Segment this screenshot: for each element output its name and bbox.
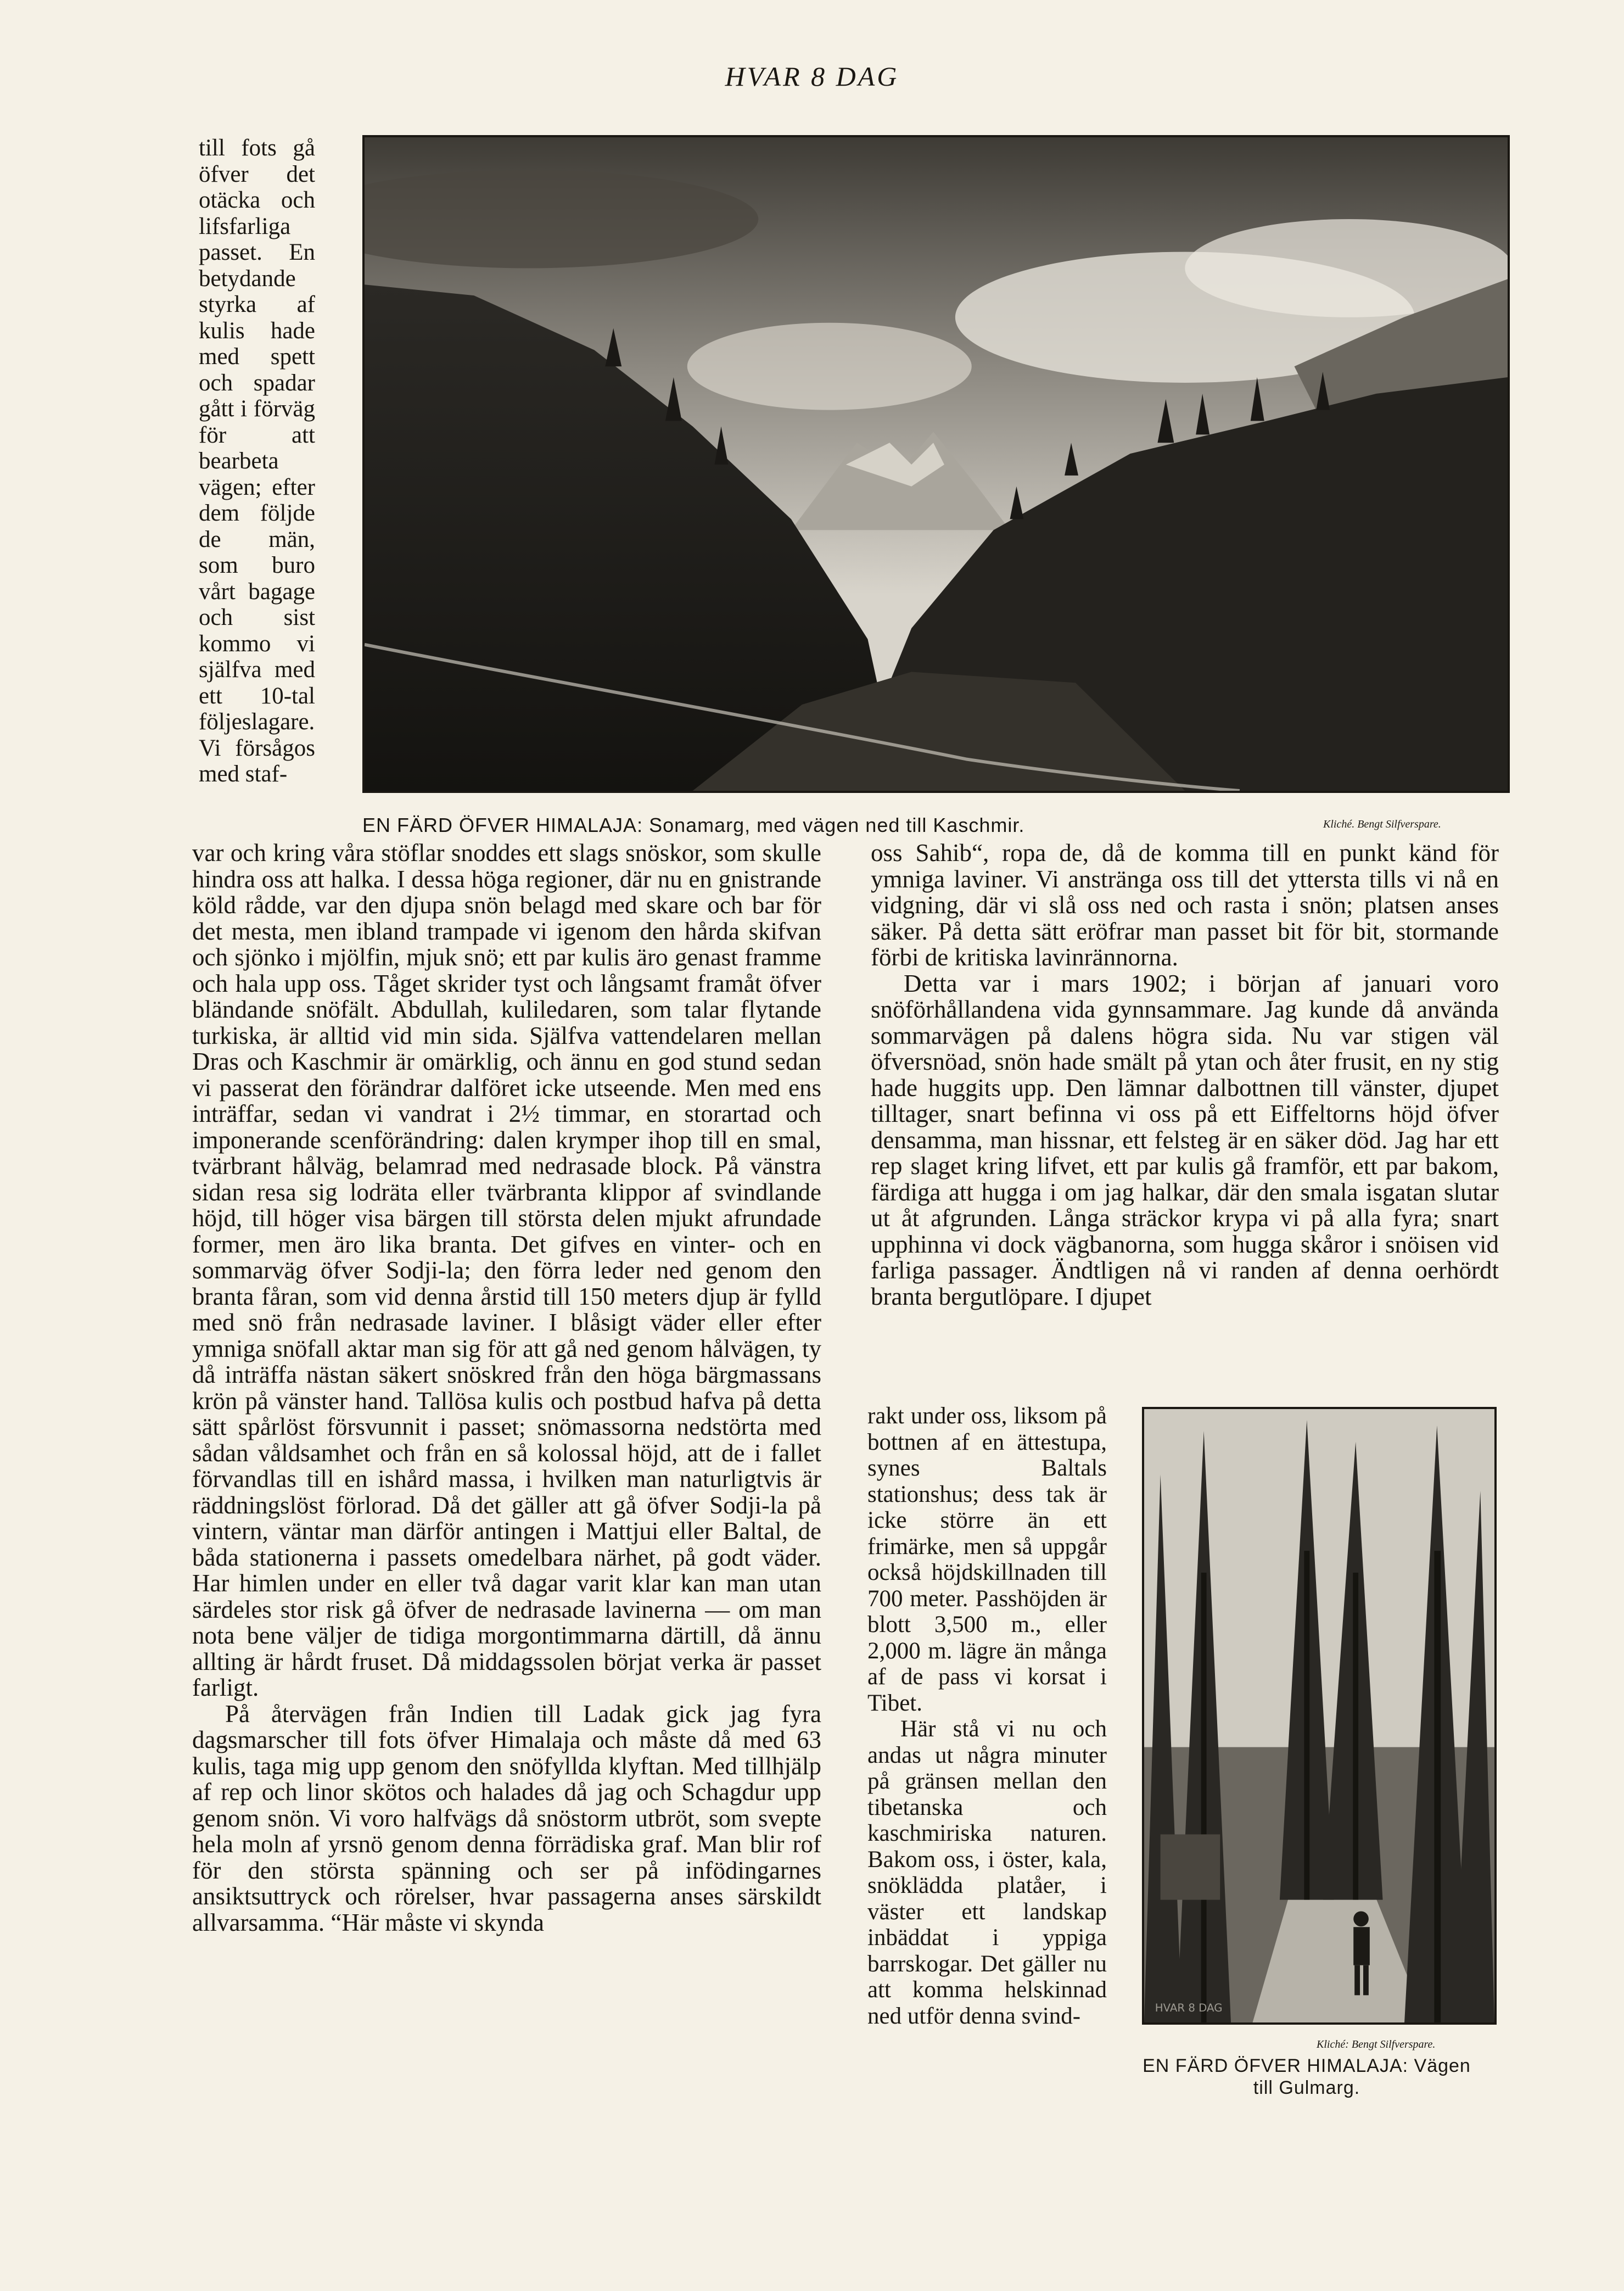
- intro-paragraph: till fots gå öfver det otäcka och lifsfarliga passet. En betydande styrka af kulis hade med spett och spadar gått i förväg för att bearbeta vägen; efter dem följde de män, som buro vårt bagage och sist kommo vi själfva med ett 10-tal följeslagare. Vi försågos med staf-: [199, 135, 315, 787]
- page-header: HVAR 8 DAG: [725, 61, 899, 92]
- right-column: [871, 840, 1499, 1310]
- photo-sonamarg: [362, 135, 1510, 793]
- photo-gulmarg-illustration: [1144, 1409, 1494, 2022]
- right-paragraph-1: oss Sahib“, ropa de, då de komma till en punkt känd för ymniga laviner. Vi anstränga oss till det yttersta tills vi nå en vidgning, där vi slå oss ned och rasta i snön; platsen anses säker. På detta sätt eröfrar man passet bit för bit, stormande förbi de kritiska lavinrännorna.: [871, 839, 1499, 971]
- photo-sonamarg-illustration: [365, 137, 1508, 791]
- left-paragraph-2: På återvägen från Indien till Ladak gick jag fyra dagsmarscher till fots öfver Himalaja och måste då med 63 kulis, taga mig upp genom den snöfyllda klyftan. Med tillhjälp af rep och linor skötos och halades då jag och Schagdur upp genom snön. Vi voro halfvägs då snöstorm utbröt, som svepte hela moln af yrsnö genom denna förrädiska graf. Man blir rof för den största spänning och ser på infödingarnes ansiktsuttryck och rörelser, hvar passagerna anses särskildt allvarsamma. “Här måste vi skynda: [192, 1700, 821, 1936]
- bottom-right-paragraph-1: rakt under oss, liksom på bottnen af en ättestupa, synes Baltals stationshus; dess tak är icke större än ett frimärke, men så uppgår också höjdskillnaden till 700 meter. Passhöjden är blott 3,500 m., eller 2,000 m. lägre än många af de pass vi korsat i Tibet.: [867, 1403, 1107, 1716]
- photo-gulmarg-caption: EN FÄRD ÖFVER HIMALAJA: Vägen till Gulmarg.: [1143, 2055, 1471, 2098]
- photo-gulmarg: [1142, 1407, 1497, 2025]
- photo-gulmarg-watermark: HVAR 8 DAG: [1155, 2002, 1223, 2015]
- photo-sonamarg-caption: EN FÄRD ÖFVER HIMALAJA: Sonamarg, med vägen ned till Kaschmir.: [362, 814, 1025, 836]
- bottom-right-column: [867, 1403, 1107, 2029]
- bottom-right-paragraph-2: Här stå vi nu och andas ut några minuter på gränsen mellan den tibetanska och kaschmiriska naturen. Bakom oss, i öster, kala, snöklädda platåer, i väster ett landskap inbäddat i yppiga barrskogar. Det gäller nu att komma helskinnad ned utför denna svind-: [867, 1716, 1107, 2029]
- right-paragraph-2: Detta var i mars 1902; i början af januari voro snöförhållandena vida gynnsammare. Jag kunde då använda sommarvägen på dalens högra sida. Nu var stigen väl öfversnöad, snön hade smält på ytan och åter frusit, en ny stig hade huggits upp. Den lämnar dalbottnen till vänster, djupet tilltager, snart befinna vi oss på ett Eiffeltorns höjd öfver densamma, man hissnar, ett felsteg är en säker död. Jag har ett rep slaget kring lifvet, ett par kulis gå framför, ett par bakom, färdiga att hugga i om jag halkar, där den smala isgatan slutar ut åt afgrunden. Långa sträckor krypa vi på alla fyra; snart upphinna vi dock vägbanorna, som hugga skåror i snöisen vid farliga passager. Ändtligen nå vi randen af denna oerhördt branta bergutlöpare. I djupet: [871, 969, 1499, 1310]
- left-paragraph-1: var och kring våra stöflar snoddes ett slags snöskor, som skulle hindra oss att halka. I dessa höga regioner, där nu en gnistrande köld rådde, var den djupa snön belagd med skare och bar för det mesta, men ibland trampade vi igenom den hårda skifvan och sjönko i mjölfin, mjuk snö; ett par kulis äro genast framme och hala upp oss. Tåget skrider tyst och långsamt framåt öfver bländande snöfält. Abdullah, kuliledaren, som talar flytande turkiska, är alltid vid min sida. Själfva vattendelaren mellan Dras och Kaschmir är omärklig, och ännu en god stund sedan vi passerat den förändrar dalföret icke utseende. Men med ens inträffar, sedan vi vandrat i 2½ timmar, en storartad och imponerande scenförändring: dalen krymper ihop till en smal, tvärbrant hålväg, belamrad med nedrasade block. På vänstra sidan resa sig lodräta eller tvärbranta klippor af svindlande höjd, till höger visa bärgen till största delen mjukt afrundade former, men äro lika branta. Det gifves en vinter- och en sommarväg öfver Sodji-la; den förra leder ned genom den branta fåran, som vid denna årstid till 150 meters djup är fylld med snö från nedrasade laviner. I blåsigt väder eller efter ymniga snöfall aktar man sig för att gå ned genom hålvägen, ty då inträffa nästan säkert snöskred från den höga bärgmassans krön på vänster hand. Tallösa kulis och postbud hafva på detta sätt spårlöst försvunnit i passet; snömassorna nedstörta med sådan våldsamhet och från en så kolossal höjd, att de i fallet förvandlas till en ishård massa, i hvilken man naturligtvis är räddningslöst förlorad. Då det gäller att gå öfver Sodji-la på vintern, väntar man därför antingen i Mattjui eller Baltal, de båda stationerna i passets omedelbara närhet, på godt väder. Har himlen under en eller två dagar varit klar kan man utan särdeles stor risk gå öfver de nedrasade lavinerna — om man nota bene väljer de tidiga morgontimmarna därtill, då ännu allting är hårdt fruset. Då middagssolen börjat verka är passet farligt.: [192, 839, 821, 1701]
- left-column: [192, 840, 821, 1936]
- photo-gulmarg-credit: Kliché: Bengt Silfverspare.: [1317, 2038, 1436, 2050]
- photo-sonamarg-credit: Kliché. Bengt Silfverspare.: [1323, 818, 1441, 830]
- intro-column: [199, 135, 315, 787]
